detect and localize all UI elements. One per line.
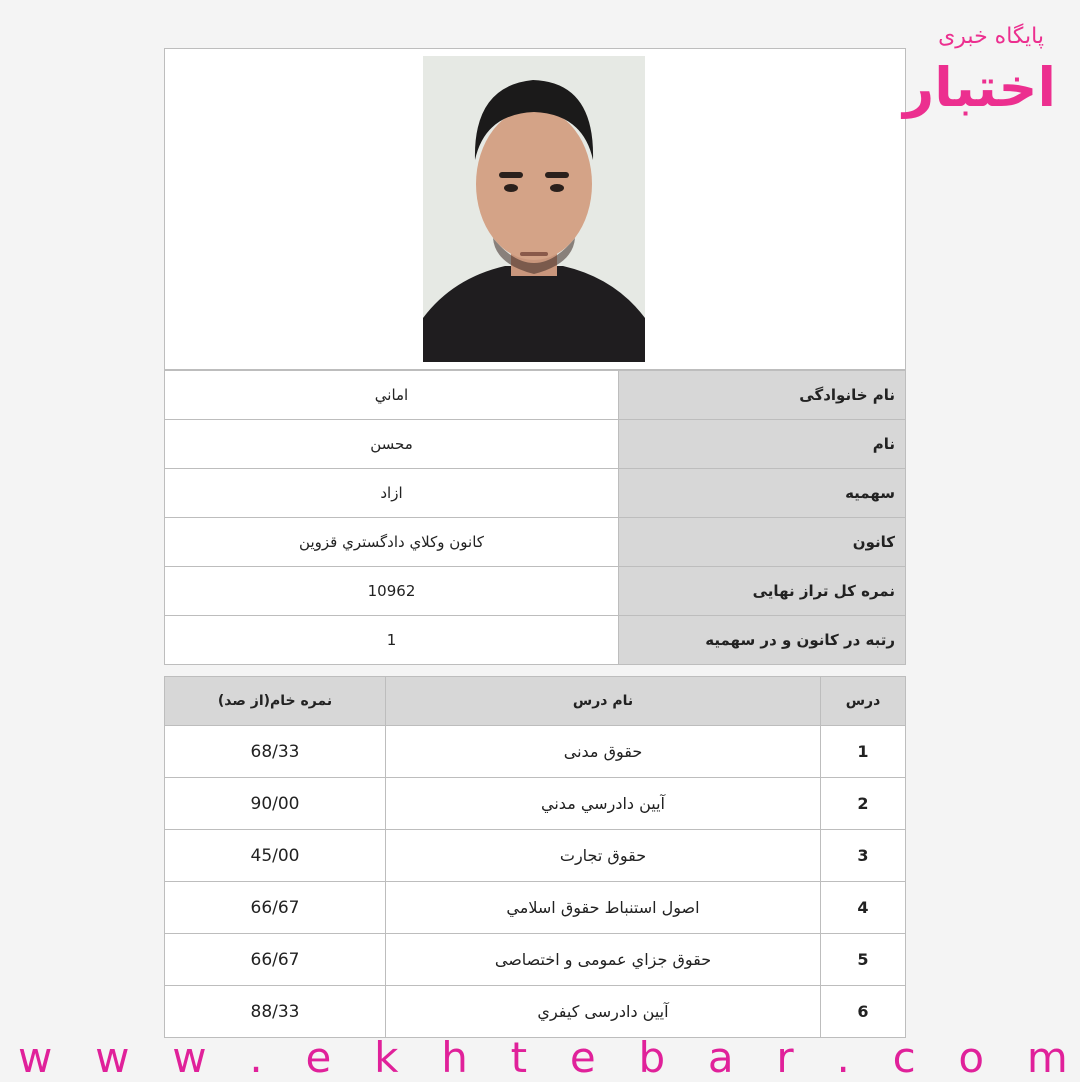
website-url-char: . — [249, 1033, 263, 1082]
row-score: 68/33 — [165, 726, 386, 778]
website-url-char: c — [892, 1033, 916, 1082]
person-portrait-icon — [423, 56, 645, 362]
row-index: 5 — [821, 934, 906, 986]
row-score: 88/33 — [165, 986, 386, 1038]
info-label: نام خانوادگی — [619, 371, 906, 420]
website-url-char: . — [836, 1033, 850, 1082]
row-course-name: حقوق تجارت — [386, 830, 821, 882]
row-course-name: آيين دادرسي مدني — [386, 778, 821, 830]
row-index: 1 — [821, 726, 906, 778]
website-url-char: w — [95, 1033, 130, 1082]
row-course-name: آيين دادرسی کیفري — [386, 986, 821, 1038]
table-row — [165, 726, 906, 778]
website-url-char: k — [374, 1033, 399, 1082]
info-value: 1 — [165, 616, 619, 665]
info-row-firstname — [165, 420, 906, 469]
info-label: نام — [619, 420, 906, 469]
website-url-char: e — [305, 1033, 332, 1082]
website-url-char: h — [441, 1033, 468, 1082]
candidate-info-table — [164, 370, 906, 665]
info-value: ازاد — [165, 469, 619, 518]
info-value: محسن — [165, 420, 619, 469]
info-label: رتبه در کانون و در سهمیه — [619, 616, 906, 665]
website-footer — [0, 1033, 1080, 1082]
scores-table — [164, 676, 906, 1038]
header-index: درس — [821, 677, 906, 726]
table-row — [165, 830, 906, 882]
logo-subtitle: پایگاه خبری — [938, 24, 1044, 49]
website-url-char: o — [958, 1033, 985, 1082]
website-url-char: t — [510, 1033, 528, 1082]
info-row-bar — [165, 518, 906, 567]
row-index: 3 — [821, 830, 906, 882]
website-url-char: w — [172, 1033, 207, 1082]
header-course-name: نام درس — [386, 677, 821, 726]
brand-logo — [866, 20, 1066, 150]
website-url-char: m — [1026, 1033, 1068, 1082]
info-row-quota — [165, 469, 906, 518]
website-url-char: e — [569, 1033, 596, 1082]
info-row-total-score — [165, 567, 906, 616]
info-row-lastname — [165, 371, 906, 420]
row-course-name: حقوق مدنی — [386, 726, 821, 778]
row-course-name: اصول استنباط حقوق اسلامي — [386, 882, 821, 934]
info-value: اماني — [165, 371, 619, 420]
info-row-rank — [165, 616, 906, 665]
row-index: 6 — [821, 986, 906, 1038]
row-score: 66/67 — [165, 882, 386, 934]
info-label: نمره کل تراز نهایی — [619, 567, 906, 616]
row-index: 2 — [821, 778, 906, 830]
table-row — [165, 882, 906, 934]
header-raw-score: نمره خام(از صد) — [165, 677, 386, 726]
website-url-char: r — [776, 1033, 794, 1082]
info-label: کانون — [619, 518, 906, 567]
row-score: 66/67 — [165, 934, 386, 986]
candidate-photo — [423, 56, 645, 362]
info-label: سهمیه — [619, 469, 906, 518]
table-row — [165, 986, 906, 1038]
info-value: 10962 — [165, 567, 619, 616]
website-url-char: b — [638, 1033, 666, 1082]
website-url-char: w — [18, 1033, 53, 1082]
photo-frame — [164, 48, 906, 370]
website-url-char: a — [707, 1033, 734, 1082]
row-course-name: حقوق جزاي عمومی و اختصاصی — [386, 934, 821, 986]
info-value: كانون وكلاي دادگستري قزوين — [165, 518, 619, 567]
table-row — [165, 934, 906, 986]
row-index: 4 — [821, 882, 906, 934]
scores-header-row — [165, 677, 906, 726]
row-score: 90/00 — [165, 778, 386, 830]
table-row — [165, 778, 906, 830]
logo-title: اختبار — [903, 56, 1056, 119]
row-score: 45/00 — [165, 830, 386, 882]
result-sheet — [164, 48, 906, 1030]
